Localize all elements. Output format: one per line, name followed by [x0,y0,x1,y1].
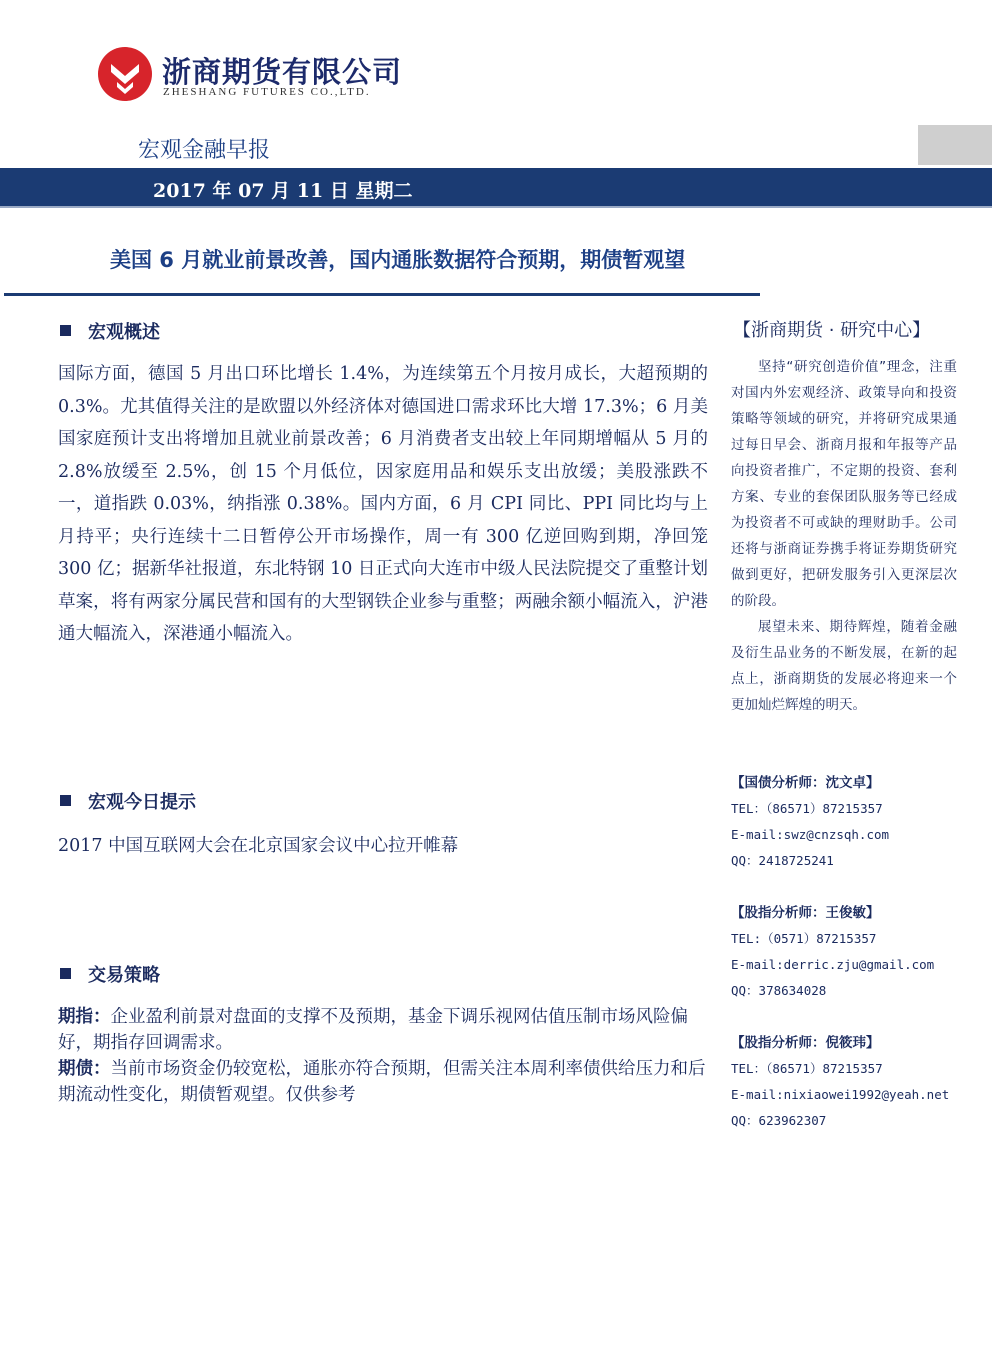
date-bar [0,168,992,206]
date-bar-underline [0,206,992,208]
headline-divider [4,293,760,296]
section-title: 宏观概述 [88,322,160,343]
company-logo-icon [97,46,153,102]
sidebar-paragraph: 展望未来、期待辉煌，随着金融及衍生品业务的不断发展，在新的起点上，浙商期货的发展必将迎来一个更加灿烂辉煌的明天。 [731,619,957,713]
analyst-tel: TEL:（0571）87215357 [731,931,877,946]
company-name-cn: 浙商期货有限公司 [162,55,403,89]
strategy-item-index-futures [58,1004,710,1056]
analyst-email[interactable]: E-mail:nixiaowei1992@yeah.net [731,1087,950,1102]
analyst-card [731,900,971,1004]
company-name-en: ZHESHANG FUTURES CO.,LTD. [163,86,371,98]
report-date: 2017 年 07 月 11 日 星期二 [153,180,413,202]
analyst-card [731,1030,971,1134]
analyst-qq: QQ：2418725241 [731,853,834,868]
report-headline: 美国 6 月就业前景改善，国内通胀数据符合预期，期债暂观望 [110,248,686,272]
analyst-qq: QQ：623962307 [731,1113,827,1128]
bullet-square-icon [60,795,71,806]
tips-body: 2017 中国互联网大会在北京国家会议中心拉开帷幕 [58,836,459,856]
sidebar-title: 【浙商期货 · 研究中心】 [733,320,931,341]
analyst-role: 【国债分析师：沈文卓】 [731,775,880,791]
section-heading-strategy [60,961,160,987]
report-type: 宏观金融早报 [138,138,271,163]
overview-body: 国际方面，德国 5 月出口环比增长 1.4%，为连续第五个月按月成长，大超预期的 0.3%。尤其值得关注的是欧盟以外经济体对德国进口需求环比大增 17.3%；6 月美国家庭预计支出将增加且就业前景改善；6 月消费者支出较上年同期增幅从 5 月的 2.8%放缓至 2.5%，创 15 个月低位，因家庭用品和娱乐支出放缓；美股涨跌不一，道指跌 0.03%，纳指涨 0.38%。国内方面，6 月 CPI 同比、PPI 同比均与上月持平；央行连续十二日暂停公开市场操作，周一有 300 亿逆回购到期，净回笼 300 亿；据新华社报道，东北特钢 10 日正式向大连市中级人民法院提交了重整计划草案，将有两家分属民营和国有的大型钢铁企业参与重整；两融余额小幅流入，沪港通大幅流入，深港通小幅流入。 [58,364,708,644]
strategy-label: 期债： [58,1059,111,1079]
analyst-card [731,770,971,874]
strategy-label: 期指： [58,1007,111,1027]
strategy-body [58,1004,710,1108]
section-heading-tips [60,788,196,814]
analyst-qq: QQ：378634028 [731,983,827,998]
section-heading-overview [60,318,160,344]
sidebar-intro [731,354,957,718]
analyst-role: 【股指分析师：王俊敏】 [731,905,880,921]
section-title: 宏观今日提示 [88,792,196,813]
analyst-email[interactable]: E-mail:swz@cnzsqh.com [731,827,890,842]
header-accent-block [918,125,992,165]
analyst-tel: TEL：（86571）87215357 [731,801,883,816]
bullet-square-icon [60,968,71,979]
sidebar-paragraph: 坚持“研究创造价值”理念，注重对国内外宏观经济、政策导向和投资策略等领域的研究，并将研究成果通过每日早会、浙商月报和年报等产品向投资者推广，不定期的投资、套利方案、专业的套保团队服务等已经成为投资者不可或缺的理财助手。公司还将与浙商证券携手将证券期货研究做到更好，把研发服务引入更深层次的阶段。 [731,359,957,609]
analyst-role: 【股指分析师：倪筱玮】 [731,1035,880,1051]
analyst-email[interactable]: E-mail:derric.zju@gmail.com [731,957,935,972]
strategy-text: 当前市场资金仍较宽松，通胀亦符合预期，但需关注本周利率债供给压力和后期流动性变化，期债暂观望。仅供参考 [58,1059,706,1105]
bullet-square-icon [60,325,71,336]
section-title: 交易策略 [88,965,160,986]
strategy-text: 企业盈利前景对盘面的支撑不及预期，基金下调乐视网估值压制市场风险偏好，期指存回调需求。 [58,1007,688,1053]
analyst-tel: TEL：（86571）87215357 [731,1061,883,1076]
strategy-item-bond-futures [58,1056,710,1108]
